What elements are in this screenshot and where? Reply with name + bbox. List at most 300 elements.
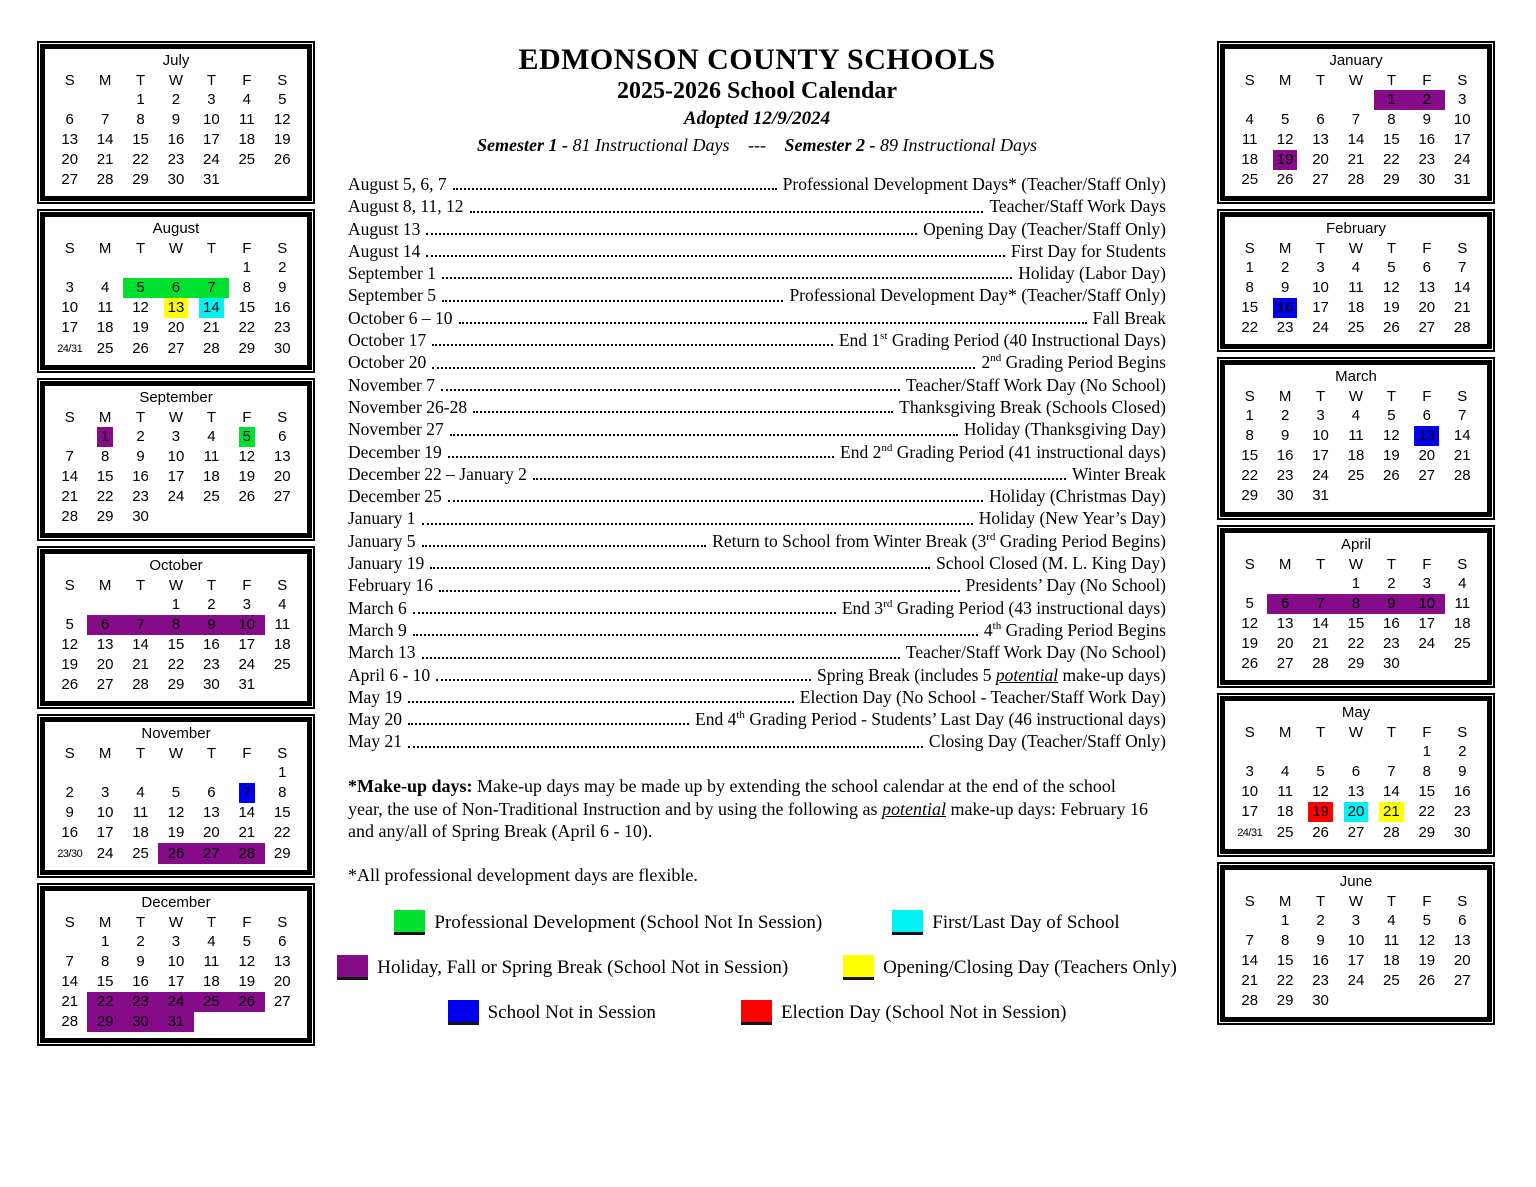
day-header: S xyxy=(64,913,75,931)
day-cell xyxy=(194,507,229,527)
week-row xyxy=(1232,298,1480,318)
day-cell: 14 xyxy=(132,636,149,653)
day-cell: 3 xyxy=(100,784,110,801)
cyan-swatch-icon xyxy=(892,910,923,935)
day-cell: 3 xyxy=(1316,259,1325,276)
day-cell: 21 xyxy=(1347,151,1365,168)
day-cell: 15 xyxy=(96,973,114,990)
day-cell: 31 xyxy=(238,676,256,693)
month-title: October xyxy=(149,557,203,574)
day-cell xyxy=(1267,574,1302,594)
day-cell: 12 xyxy=(167,804,185,821)
day-cell: 18 xyxy=(1453,615,1471,632)
month-title: February xyxy=(1325,220,1387,237)
month-grid xyxy=(52,70,300,190)
day-cell: 23 xyxy=(167,151,185,168)
day-cell: 10 xyxy=(61,299,79,316)
day-cell: 14 xyxy=(61,468,79,485)
event-date: August 14 xyxy=(348,240,421,261)
event-date: September 5 xyxy=(348,285,436,306)
day-cell: 9 xyxy=(65,804,74,821)
legend xyxy=(348,910,1177,1025)
day-cell: 22 xyxy=(87,992,122,1012)
day-header: F xyxy=(1422,239,1432,257)
day-cell: 14 xyxy=(1453,279,1471,296)
dot-leader xyxy=(533,478,1066,480)
day-cell: 29 xyxy=(1347,655,1365,672)
legend-label: Opening/Closing Day (Teachers Only) xyxy=(883,956,1177,978)
day-cell xyxy=(229,763,264,783)
event-row xyxy=(348,574,1166,596)
event-date: March 9 xyxy=(348,619,407,640)
day-cell: 1 xyxy=(1374,90,1409,110)
day-cell: 28 xyxy=(1453,319,1471,336)
week-row xyxy=(1232,742,1480,762)
dot-leader xyxy=(432,367,975,369)
day-cell: 6 xyxy=(1458,912,1467,929)
day-cell: 2 xyxy=(1316,912,1325,929)
day-cell: 3 xyxy=(207,91,216,108)
dot-leader xyxy=(408,723,689,725)
day-header: W xyxy=(1348,892,1364,910)
day-cell: 18 xyxy=(273,636,291,653)
event-date: April 6 - 10 xyxy=(348,664,431,685)
month-grid xyxy=(1232,70,1480,190)
day-cell xyxy=(1267,90,1302,110)
day-cell: 16 xyxy=(1267,298,1302,318)
month-calendar-september xyxy=(40,381,312,538)
day-cell: 4 xyxy=(1351,407,1361,424)
day-header: T xyxy=(135,71,146,89)
week-row xyxy=(1232,614,1480,634)
day-cell: 23 xyxy=(1453,803,1471,820)
week-row xyxy=(52,635,300,655)
month-grid xyxy=(52,575,300,695)
day-header: F xyxy=(1422,723,1432,741)
week-row xyxy=(52,1012,300,1032)
day-cell: 12 xyxy=(1383,279,1400,296)
day-cell: 1 xyxy=(1351,575,1361,592)
week-row xyxy=(52,763,300,783)
day-cell xyxy=(1232,911,1267,931)
dot-leader xyxy=(413,634,978,636)
day-cell: 23 xyxy=(132,488,149,505)
day-cell xyxy=(1374,486,1409,506)
day-cell: 20 xyxy=(1418,299,1436,316)
event-description: End 3rd Grading Period (43 instructional days) xyxy=(841,597,1166,618)
day-cell: 20 xyxy=(1453,952,1471,969)
day-cell xyxy=(1232,574,1267,594)
day-cell: 7 xyxy=(1303,594,1338,614)
green-swatch-icon xyxy=(394,910,425,935)
day-cell: 8 xyxy=(100,953,110,970)
day-cell xyxy=(1409,654,1444,674)
month-title: January xyxy=(1329,52,1383,69)
day-cell: 15 xyxy=(1276,952,1294,969)
day-header: M xyxy=(98,576,112,594)
day-cell: 26 xyxy=(1312,823,1329,841)
day-cell: 22 xyxy=(96,488,114,505)
day-cell: 20 xyxy=(1338,802,1373,822)
day-cell: 18 xyxy=(1347,447,1365,464)
month-title: June xyxy=(1339,873,1373,890)
day-cell: 10 xyxy=(167,448,185,465)
day-cell: 28 xyxy=(96,171,114,188)
day-cell: 4 xyxy=(1280,763,1290,780)
day-cell: 18 xyxy=(132,824,149,841)
day-cell: 31 xyxy=(158,1012,193,1032)
day-cell: 22 xyxy=(1241,467,1259,484)
month-calendar-october xyxy=(40,549,312,706)
dot-leader xyxy=(450,434,958,436)
day-cell: 17 xyxy=(1312,447,1329,464)
day-cell: 9 xyxy=(136,448,145,465)
day-cell: 27 xyxy=(61,171,79,188)
month-title: November xyxy=(141,725,211,742)
day-cell: 13 xyxy=(1347,783,1365,800)
day-header: T xyxy=(1315,71,1326,89)
day-cell: 25 xyxy=(1383,972,1400,989)
event-date: September 1 xyxy=(348,263,436,284)
day-cell: 16 xyxy=(1418,131,1436,148)
day-cell: 30 xyxy=(273,339,291,357)
event-description: Election Day (No School - Teacher/Staff Work Day) xyxy=(799,686,1166,707)
event-description: Opening Day (Teacher/Staff Only) xyxy=(923,218,1166,239)
purple-swatch-icon xyxy=(337,955,368,980)
week-row xyxy=(1232,170,1480,190)
day-cell: 3 xyxy=(1316,407,1325,424)
legend-item-yellow xyxy=(843,955,1177,980)
day-cell xyxy=(52,258,87,278)
day-cell: 20 xyxy=(1312,151,1329,168)
week-row xyxy=(1232,486,1480,506)
day-cell: 24 xyxy=(1312,467,1329,484)
day-header: S xyxy=(277,913,288,931)
month-calendar-march xyxy=(1220,360,1492,517)
day-cell xyxy=(52,427,87,447)
day-cell: 1 xyxy=(242,259,251,276)
event-row xyxy=(348,641,1166,663)
day-cell: 20 xyxy=(1276,635,1294,652)
day-cell: 10 xyxy=(203,111,220,128)
day-cell: 22 xyxy=(273,824,291,841)
week-row xyxy=(52,932,300,952)
day-cell: 4 xyxy=(1458,575,1467,592)
day-cell: 17 xyxy=(167,468,185,485)
semester1-value: 81 Instructional Days xyxy=(572,135,730,155)
day-cell: 20 xyxy=(273,973,291,990)
day-cell: 24 xyxy=(1312,319,1329,336)
week-row xyxy=(1232,446,1480,466)
event-description: End 2nd Grading Period (41 instructional days) xyxy=(840,441,1166,462)
event-row xyxy=(348,284,1166,306)
day-cell: 14 xyxy=(61,973,79,990)
day-cell xyxy=(1374,991,1409,1011)
day-cell: 7 xyxy=(123,615,158,635)
day-cell: 10 xyxy=(1347,932,1365,949)
day-header: T xyxy=(1315,239,1326,257)
day-cell: 6 xyxy=(65,111,74,128)
day-cell: 3 xyxy=(1351,912,1361,929)
day-cell: 8 xyxy=(278,784,287,801)
day-cell: 11 xyxy=(132,804,149,821)
day-cell: 28 xyxy=(61,508,79,525)
day-header: W xyxy=(1348,239,1364,257)
day-cell: 1 xyxy=(1280,912,1290,929)
day-cell: 6 xyxy=(207,784,216,801)
week-row xyxy=(1232,951,1480,971)
event-row xyxy=(348,218,1166,240)
day-cell: 13 xyxy=(1418,279,1436,296)
day-header: S xyxy=(277,71,288,89)
day-cell: 2 xyxy=(1458,743,1467,760)
week-row xyxy=(52,655,300,675)
day-header: S xyxy=(277,576,288,594)
day-cell xyxy=(52,90,87,110)
event-row xyxy=(348,530,1166,552)
day-header: W xyxy=(168,744,184,762)
day-cell: 15 xyxy=(238,299,256,316)
day-cell: 7 xyxy=(229,783,264,803)
day-cell xyxy=(1338,90,1373,110)
day-header: T xyxy=(1386,71,1396,89)
day-cell: 8 xyxy=(1387,111,1396,128)
event-date: November 7 xyxy=(348,374,435,395)
day-cell: 5 xyxy=(171,784,181,801)
event-date: May 19 xyxy=(348,686,402,707)
day-cell: 2 xyxy=(207,596,216,613)
day-cell: 26 xyxy=(1276,171,1294,188)
day-cell: 10 xyxy=(1312,279,1329,296)
day-cell xyxy=(1303,742,1338,762)
day-cell: 2 xyxy=(1387,575,1396,592)
week-row xyxy=(52,298,300,318)
day-cell: 24 xyxy=(158,992,193,1012)
event-description: End 4th Grading Period - Students’ Last Day (46 instructional days) xyxy=(695,709,1166,730)
day-cell: 5 xyxy=(1245,595,1254,612)
week-row xyxy=(52,972,300,992)
day-cell: 25 xyxy=(238,151,256,168)
day-header: F xyxy=(242,744,252,762)
day-cell: 17 xyxy=(61,319,79,336)
day-cell xyxy=(1409,991,1444,1011)
day-cell: 11 xyxy=(97,299,113,316)
event-description: School Closed (M. L. King Day) xyxy=(936,553,1166,574)
day-cell: 19 xyxy=(273,131,291,148)
day-cell: 15 xyxy=(1241,447,1259,464)
day-cell: 11 xyxy=(1454,595,1471,612)
day-cell: 18 xyxy=(1276,803,1294,820)
event-row xyxy=(348,441,1166,463)
week-row xyxy=(1232,110,1480,130)
legend-label: School Not in Session xyxy=(487,1001,656,1023)
event-row xyxy=(348,240,1166,262)
day-header: S xyxy=(1457,892,1468,910)
day-cell: 15 xyxy=(1383,131,1400,148)
day-cell: 9 xyxy=(171,111,181,128)
day-cell xyxy=(87,258,122,278)
day-header: S xyxy=(64,71,75,89)
day-header: S xyxy=(1244,555,1255,573)
week-row xyxy=(52,90,300,110)
day-cell xyxy=(1338,991,1373,1011)
event-description: Holiday (Labor Day) xyxy=(1018,263,1166,284)
month-calendar-may xyxy=(1220,696,1492,854)
day-cell: 9 xyxy=(278,279,287,296)
pd-flexible-note: *All professional development days are flexible. xyxy=(348,865,698,886)
day-cell: 29 xyxy=(273,844,291,862)
month-grid xyxy=(52,238,300,359)
day-header: W xyxy=(168,71,184,89)
makeup-note-label: *Make-up days: xyxy=(348,775,473,796)
day-cell: 12 xyxy=(1383,427,1400,444)
day-cell: 18 xyxy=(1383,952,1400,969)
day-cell: 17 xyxy=(167,973,185,990)
day-cell: 1 xyxy=(1245,407,1254,424)
day-cell: 3 xyxy=(171,428,181,445)
legend-item-green xyxy=(394,910,822,935)
week-row xyxy=(52,150,300,170)
day-cell: 18 xyxy=(238,131,256,148)
day-header: S xyxy=(1244,723,1255,741)
day-cell: 13 xyxy=(1453,932,1471,949)
day-cell: 27 xyxy=(273,993,291,1010)
day-cell: 19 xyxy=(1383,299,1400,316)
day-cell: 5 xyxy=(242,933,251,950)
day-cell: 13 xyxy=(273,953,291,970)
legend-item-red xyxy=(741,1000,1067,1025)
day-cell: 12 xyxy=(1241,615,1259,632)
day-cell: 27 xyxy=(194,843,229,864)
legend-label: Holiday, Fall or Spring Break (School Not in Session) xyxy=(377,956,789,978)
event-list xyxy=(348,173,1166,753)
day-cell: 4 xyxy=(136,784,145,801)
day-cell: 29 xyxy=(1383,171,1400,188)
event-row xyxy=(348,730,1166,752)
day-cell: 24 xyxy=(1453,151,1471,168)
week-row xyxy=(52,615,300,635)
dot-leader xyxy=(439,590,960,592)
day-cell: 12 xyxy=(1312,783,1329,800)
day-cell xyxy=(158,258,193,278)
day-cell: 9 xyxy=(1280,427,1290,444)
dot-leader xyxy=(441,389,900,391)
semester2-value: 89 Instructional Days xyxy=(879,135,1037,155)
day-cell: 4 xyxy=(278,596,287,613)
month-calendar-april xyxy=(1220,528,1492,685)
day-cell: 5 xyxy=(65,616,74,633)
day-cell: 18 xyxy=(1241,151,1259,168)
day-cell: 23/30 xyxy=(57,848,83,860)
day-cell xyxy=(1445,654,1480,674)
event-row xyxy=(348,195,1166,217)
day-cell: 24 xyxy=(1347,972,1365,989)
day-header: M xyxy=(1278,239,1292,257)
event-date: February 16 xyxy=(348,575,434,596)
day-cell: 16 xyxy=(61,824,79,841)
day-cell: 2 xyxy=(171,91,181,108)
dot-leader xyxy=(408,746,923,748)
day-header: T xyxy=(1386,239,1396,257)
day-cell: 28 xyxy=(1312,655,1329,672)
week-row xyxy=(52,675,300,695)
day-cell: 8 xyxy=(158,615,193,635)
day-header: F xyxy=(242,913,252,931)
event-row xyxy=(348,619,1166,641)
day-cell: 9 xyxy=(194,615,229,635)
day-cell: 22 xyxy=(132,151,149,168)
day-cell: 1 xyxy=(87,427,122,447)
event-row xyxy=(348,552,1166,574)
event-row xyxy=(348,686,1166,708)
day-cell: 1 xyxy=(171,596,181,613)
day-cell: 14 xyxy=(238,804,256,821)
day-cell: 19 xyxy=(1383,447,1400,464)
day-cell: 28 xyxy=(229,843,264,864)
day-cell: 16 xyxy=(167,131,185,148)
page-title: EDMONSON COUNTY SCHOOLS xyxy=(518,43,996,76)
event-description: Closing Day (Teacher/Staff Only) xyxy=(928,731,1166,752)
day-cell: 21 xyxy=(1374,802,1409,822)
week-row xyxy=(52,427,300,447)
yellow-swatch-icon xyxy=(843,955,874,980)
day-cell: 7 xyxy=(1458,407,1467,424)
event-row xyxy=(348,262,1166,284)
day-cell xyxy=(1338,486,1373,506)
month-grid xyxy=(1232,891,1480,1011)
legend-item-blue xyxy=(448,1000,656,1025)
day-cell: 30 xyxy=(1418,171,1436,188)
day-cell: 21 xyxy=(132,656,149,673)
event-date: August 5, 6, 7 xyxy=(348,174,447,194)
week-row xyxy=(1232,931,1480,951)
day-cell xyxy=(87,763,122,783)
day-cell xyxy=(194,763,229,783)
day-header: T xyxy=(135,576,146,594)
day-cell: 14 xyxy=(194,298,229,318)
day-cell: 25 xyxy=(1347,319,1365,336)
week-row xyxy=(1232,991,1480,1011)
day-cell xyxy=(229,1012,264,1032)
day-header: F xyxy=(1422,892,1432,910)
day-cell: 27 xyxy=(1418,319,1436,336)
day-cell: 13 xyxy=(203,804,220,821)
day-cell: 17 xyxy=(203,131,220,148)
day-cell xyxy=(265,170,300,190)
event-description: Holiday (Christmas Day) xyxy=(989,486,1166,507)
week-row xyxy=(52,823,300,843)
day-header: W xyxy=(168,239,184,257)
day-header: S xyxy=(1457,555,1468,573)
event-description: Teacher/Staff Work Days xyxy=(989,196,1166,217)
day-cell: 13 xyxy=(158,298,193,318)
day-header: M xyxy=(98,913,112,931)
calendar-year-subtitle: 2025-2026 School Calendar xyxy=(616,78,897,104)
day-cell: 21 xyxy=(238,824,256,841)
day-cell: 15 xyxy=(1347,615,1365,632)
day-cell: 1 xyxy=(1422,743,1431,760)
day-cell: 3 xyxy=(242,596,251,613)
event-description: Winter Break xyxy=(1071,463,1166,484)
dot-leader xyxy=(448,500,983,502)
semester2-label: Semester 2 - xyxy=(784,135,876,155)
day-cell: 28 xyxy=(1241,992,1259,1009)
event-description: Professional Development Days* (Teacher/Staff Only) xyxy=(782,174,1166,194)
day-cell: 25 xyxy=(132,844,149,862)
day-cell: 8 xyxy=(1245,279,1254,296)
event-description: Holiday (Thanksgiving Day) xyxy=(963,419,1166,440)
event-date: November 27 xyxy=(348,419,444,440)
